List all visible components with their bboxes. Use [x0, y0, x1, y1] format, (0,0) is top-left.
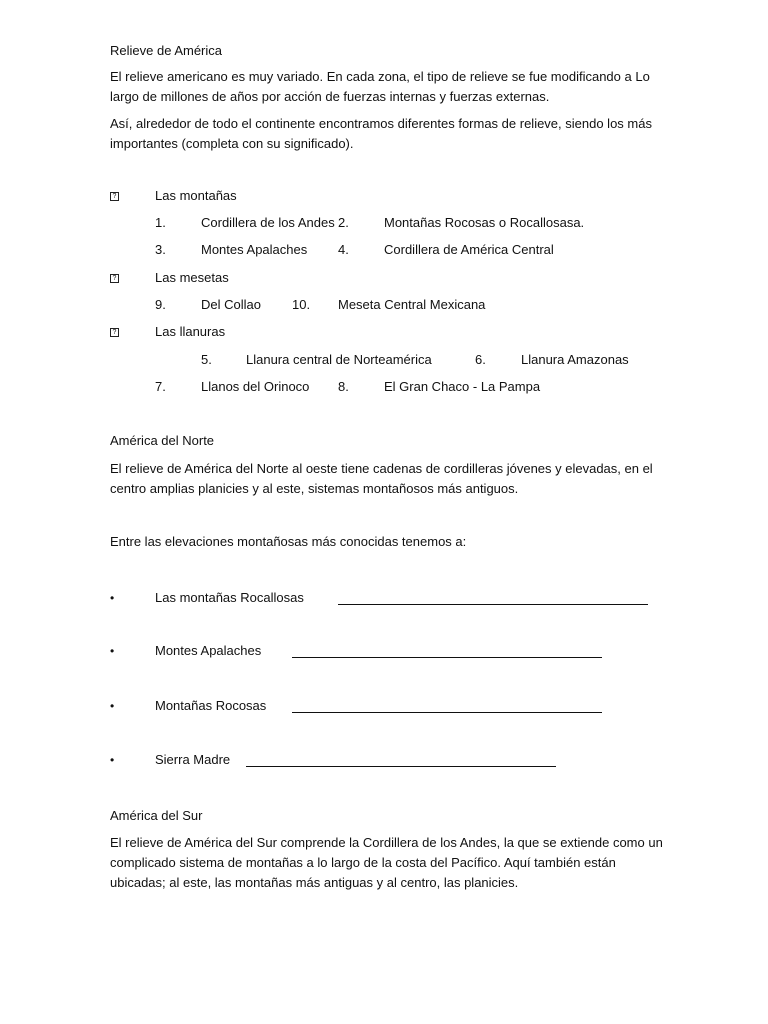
checkbox-mesetas: ?: [110, 274, 119, 283]
answer-blank-line[interactable]: [292, 656, 602, 658]
list-item-number: 3.: [155, 242, 166, 257]
bullet-glyph: •: [110, 699, 115, 713]
list-item-text: El Gran Chaco - La Pampa: [384, 379, 541, 394]
norte-paragraph: El relieve de América del Norte al oeste tiene cadenas de cordilleras jóvenes y elevadas, en el centro amplias planicies y al este, sistemas montañosos más antiguos.: [110, 461, 653, 496]
checkbox-llanuras: ?: [110, 328, 119, 337]
section-label-mesetas: Las mesetas: [155, 270, 229, 285]
list-item-text: Llanos del Orinoco: [201, 379, 310, 394]
sur-paragraph: El relieve de América del Sur comprende la Cordillera de los Andes, la que se extiende como un complicado sistema de montañas a lo largo de la costa del Pacífico. Aquí también están ubicadas; al este, las montañas más antiguas y al centro, las planicies.: [110, 835, 663, 890]
answer-blank-line[interactable]: [338, 603, 648, 605]
list-item-text: Cordillera de los Andes: [201, 215, 335, 230]
bullet-glyph: •: [110, 753, 115, 767]
list-item-number: 8.: [338, 379, 349, 394]
list-item-text: Llanura Amazonas: [521, 352, 629, 367]
list-item-number: 4.: [338, 242, 349, 257]
list-item-number: 7.: [155, 379, 166, 394]
list-item-number: 10.: [292, 297, 311, 312]
answer-blank-line[interactable]: [246, 765, 556, 767]
list-item-text: Del Collao: [201, 297, 261, 312]
fill-in-label: Sierra Madre: [155, 752, 231, 767]
bullet-glyph: •: [110, 591, 115, 605]
list-item-number: 9.: [155, 297, 166, 312]
list-item-number: 6.: [475, 352, 486, 367]
section-label-llanuras: Las llanuras: [155, 324, 226, 339]
list-item-text: Cordillera de América Central: [384, 242, 554, 257]
section-label-montanas: Las montañas: [155, 188, 237, 203]
page-title: Relieve de América: [110, 43, 222, 58]
intro-paragraph-2: Así, alrededor de todo el continente encontramos diferentes formas de relieve, siendo los más importantes (completa con su significado).: [110, 116, 652, 151]
list-item-text: Meseta Central Mexicana: [338, 297, 486, 312]
intro-paragraph-1: El relieve americano es muy variado. En cada zona, el tipo de relieve se fue modificando a Lo largo de millones de años por acción de fuerzas internas y fuerzas externas.: [110, 69, 650, 104]
answer-blank-line[interactable]: [292, 711, 602, 713]
list-item-text: Montes Apalaches: [201, 242, 308, 257]
norte-lead-text: Entre las elevaciones montañosas más conocidas tenemos a:: [110, 534, 467, 549]
list-item-number: 5.: [201, 352, 212, 367]
list-item-number: 1.: [155, 215, 166, 230]
fill-in-label: Montañas Rocosas: [155, 698, 267, 713]
heading-america-del-sur: América del Sur: [110, 808, 203, 823]
fill-in-label: Las montañas Rocallosas: [155, 590, 304, 605]
checkbox-montanas: ?: [110, 192, 119, 201]
list-item-text: Montañas Rocosas o Rocallosasa.: [384, 215, 585, 230]
list-item-number: 2.: [338, 215, 349, 230]
list-item-text: Llanura central de Norteamérica: [246, 352, 432, 367]
heading-america-del-norte: América del Norte: [110, 433, 215, 448]
bullet-glyph: •: [110, 644, 115, 658]
fill-in-label: Montes Apalaches: [155, 643, 262, 658]
